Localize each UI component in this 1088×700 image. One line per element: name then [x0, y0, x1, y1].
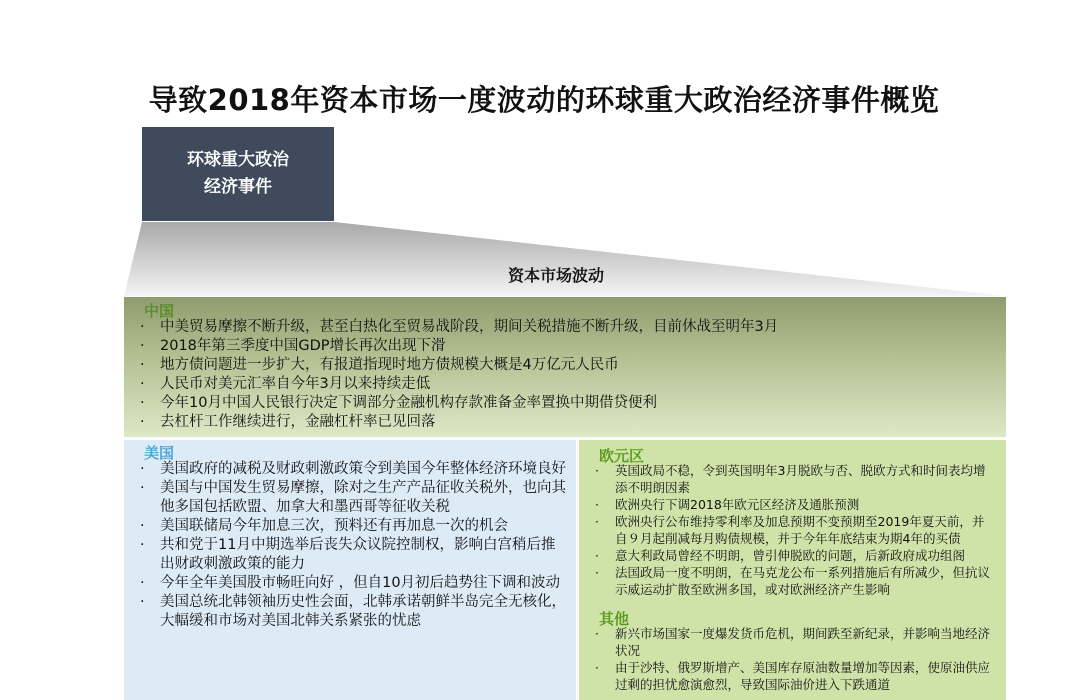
global-events-label-line2: 经济事件: [204, 177, 272, 197]
list-item: · 法国政局一度不明朗，在马克龙公布一系列措施后有所减少，但抗议示威运动扩散至欧洲多国，或对欧洲经济产生影响: [591, 564, 996, 598]
funnel-shape: [0, 0, 1088, 300]
usa-section: [124, 440, 576, 700]
eurozone-list: [591, 462, 996, 598]
list-item: · 中美贸易摩擦不断升级，甚至白热化至贸易战阶段，期间关税措施不断升级，目前休战至明年3月: [136, 318, 778, 337]
eurozone-heading: 欧元区: [599, 447, 645, 465]
list-item: · 共和党于11月中期选举后丧失众议院控制权，影响白宫稍后推出财政刺激政策的能力: [136, 536, 566, 574]
page-title: 导致2018年资本市场一度波动的环球重大政治经济事件概览: [148, 83, 940, 117]
global-events-label-line1: 环球重大政治: [187, 150, 289, 170]
list-item: · 美国与中国发生贸易摩擦，除对之生产产品征收关税外，也向其他多国包括欧盟、加拿大和墨西哥等征收关税: [136, 479, 566, 517]
market-volatility-label: 资本市场波动: [508, 266, 605, 285]
china-heading: 中国: [144, 302, 175, 320]
list-item: · 美国政府的减税及财政刺激政策令到美国今年整体经济环境良好: [136, 460, 566, 479]
usa-list: [136, 460, 566, 631]
list-item: · 欧洲央行公布维持零利率及加息预期不变预期至2019年夏天前，并自９月起削减每月购债规模，并于今年年底结束为期4年的买债: [591, 513, 996, 547]
list-item: · 美国总统北韩领袖历史性会面，北韩承诺朝鲜半岛完全无核化，大幅缓和市场对美国北韩关系紧张的忧虑: [136, 593, 566, 631]
eurozone-section: [579, 440, 1006, 700]
list-item: · 新兴市场国家一度爆发货币危机，期间跌至新纪录，并影响当地经济状况: [591, 625, 996, 659]
usa-heading: 美国: [144, 444, 175, 462]
list-item: · 人民币对美元汇率自今年3月以来持续走低: [136, 375, 778, 394]
other-heading: 其他: [599, 610, 630, 628]
list-item: · 2018年第三季度中国GDP增长再次出现下滑: [136, 337, 778, 356]
list-item: · 地方债问题进一步扩大，有报道指现时地方债规模大概是4万亿元人民币: [136, 356, 778, 375]
list-item: · 英国政局不稳，令到英国明年3月脱欧与否、脱欧方式和时间表均增添不明朗因素: [591, 462, 996, 496]
china-list: [136, 318, 778, 432]
other-list: [591, 625, 996, 693]
list-item: · 由于沙特、俄罗斯增产、美国库存原油数量增加等因素，使原油供应过剩的担忧愈演愈烈，导致国际油价进入下跌通道: [591, 659, 996, 693]
china-section: [124, 297, 1006, 437]
list-item: · 欧洲央行下调2018年欧元区经济及通胀预测: [591, 496, 996, 513]
list-item: · 去杠杆工作继续进行，金融杠杆率已见回落: [136, 413, 778, 432]
list-item: · 今年全年美国股市畅旺向好 ，但自10月初后趋势往下调和波动: [136, 574, 566, 593]
list-item: · 美国联储局今年加息三次，预料还有再加息一次的机会: [136, 517, 566, 536]
list-item: · 意大利政局曾经不明朗，曾引伸脱欧的问题，后新政府成功组阁: [591, 547, 996, 564]
list-item: · 今年10月中国人民银行决定下调部分金融机构存款准备金率置换中期借贷便利: [136, 394, 778, 413]
